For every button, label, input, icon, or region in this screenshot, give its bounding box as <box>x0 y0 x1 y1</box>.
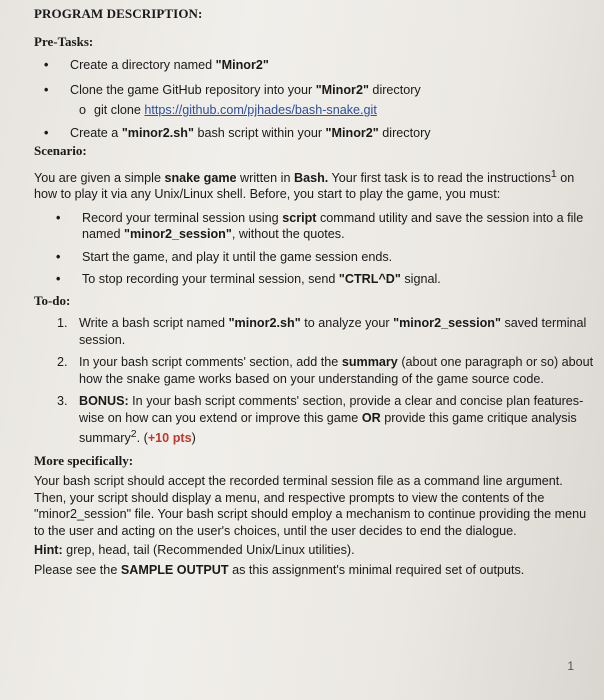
bullet-icon: • <box>44 58 49 72</box>
sample-output-note: Please see the SAMPLE OUTPUT as this assignment's minimal required set of outputs. <box>34 562 525 577</box>
todo-item: 1. Write a bash script named "minor2.sh" to analyze your "minor2_session" saved terminal session. <box>57 316 587 347</box>
scenario-item: • Record your terminal session using script command utility and save the session into a file named "minor2_session", without the quotes. <box>56 210 584 242</box>
scenario-item: • Start the game, and play it until the game session ends. <box>56 249 393 264</box>
bullet-icon: • <box>44 82 49 97</box>
bullet-icon: • <box>56 272 61 287</box>
repo-link[interactable]: https://github.com/pjhades/bash-snake.git <box>144 103 377 117</box>
scenario-heading: Scenario: <box>34 143 87 158</box>
todo-list <box>34 315 596 447</box>
todo-item: 3. BONUS: In your bash script comments' section, provide a clear and concise plan features-wise on how can you extend or improve this game OR provide this game critique analysis summary$^2$. (+10 pts) <box>57 394 584 446</box>
hint-line: Hint: grep, head, tail (Recommended Unix/Linux utilities). <box>34 543 355 558</box>
todo-heading: To-do: <box>34 292 71 308</box>
page-number: 1 <box>567 658 574 673</box>
pre-task-item: • Clone the game GitHub repository into your "Minor2" directory <box>44 82 421 97</box>
scenario-paragraph: You are given a simple snake game written in Bash. Your first task is to read the instructions$^1$ on how to play it via any Unix/Linux shell. Before, you start to play the game, you must: <box>34 167 575 202</box>
pre-tasks-heading: Pre-Tasks: <box>34 33 94 49</box>
pre-task-item: • Create a "minor2.sh" bash script within your "Minor2" directory <box>44 125 431 140</box>
pre-task-item: • Create a directory named "Minor2" <box>44 58 269 72</box>
circle-bullet-icon: o <box>79 103 87 117</box>
pre-tasks-list <box>34 57 596 98</box>
scenario-list <box>34 210 596 288</box>
more-specifically-heading: More specifically: <box>34 452 134 468</box>
git-clone-subitem: o git clone https://github.com/pjhades/bash-snake.git <box>79 103 377 117</box>
bullet-icon: • <box>56 249 61 264</box>
more-paragraph: Your bash script should accept the recorded terminal session file as a command line argument. Then, your script should display a menu, and respective prompts to view the contents of the "minor2_session" file. Your bash script should employ a mechanism to continue providing the menu to the user and acting on the user's choices, until the user decides to end the dialogue. <box>34 474 587 538</box>
bullet-icon: • <box>56 210 61 225</box>
pre-tasks-list-cont <box>34 125 596 142</box>
bullet-icon: • <box>44 125 49 140</box>
bonus-points: +10 pts <box>147 431 192 446</box>
program-description-title: PROGRAM DESCRIPTION: <box>34 6 203 21</box>
todo-item: 2. In your bash script comments' section, add the summary (about one paragraph or so) about how the snake game works based on your understanding of the game source code. <box>57 355 594 386</box>
scenario-item: • To stop recording your terminal session, send "CTRL^D" signal. <box>56 272 441 287</box>
